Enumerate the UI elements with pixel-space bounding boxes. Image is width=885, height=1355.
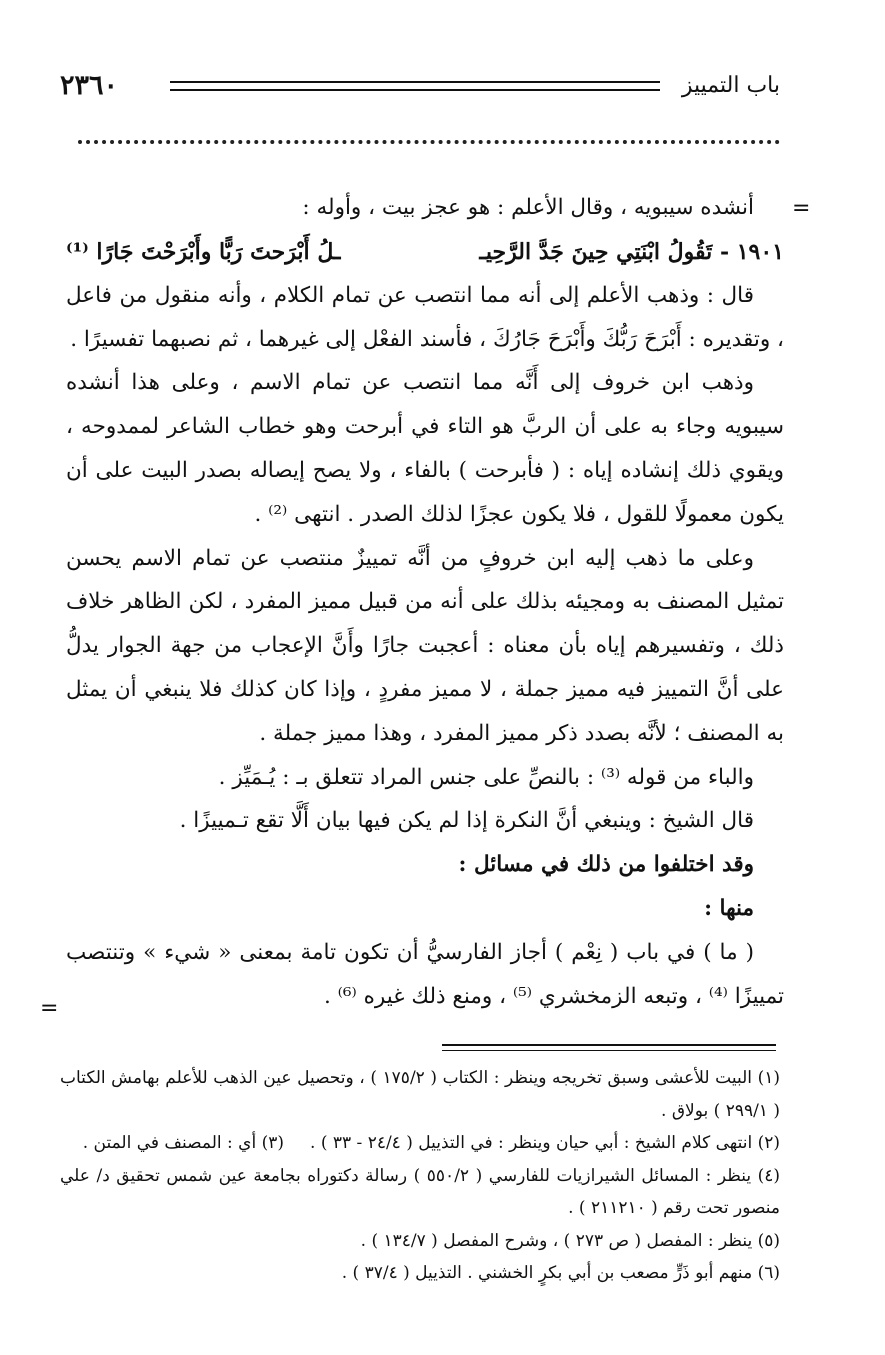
footnote: (١) البيت للأعشى وسبق تخريجه وينظر : الكتاب ( ١٧٥/٢ ) ، وتحصيل عين الذهب للأعلم بهامش الكتاب ( ٢٩٩/١ ) بولاق . — [60, 1068, 780, 1121]
paragraph: منها : — [704, 895, 754, 921]
footnote — [83, 1127, 284, 1160]
paragraph: ( ما ) في باب ( نِعْم ) أجاز الفارسيُّ أن تكون تامة بمعنى « شيء » وتنتصب تمييزًا ⁽⁴⁾ ، وتبعه الزمخشري ⁽⁵⁾ ، ومنع ذلك غيره ⁽⁶⁾ . — [66, 939, 784, 1009]
footnote: (٤) ينظر : المسائل الشيرازيات للفارسي ( ٥٥٠/٢ ) رسالة دكتوراه بجامعة عين شمس تحقيق د/ علي منصور تحت رقم ( ٢١١٢١٠ ) . — [60, 1165, 780, 1218]
footnote: (٥) ينظر : المفصل ( ص ٢٧٣ ) ، وشرح المفصل ( ١٣٤/٧ ) . — [360, 1230, 780, 1251]
paragraph: وقد اختلفوا من ذلك في مسائل : — [458, 852, 754, 878]
paragraph: قال الشيخ : وينبغي أنَّ النكرة إذا لم يكن فيها بيان أَلَّا تقع تـمييزًا . — [179, 808, 754, 834]
chapter-title: باب التمييز — [681, 73, 780, 98]
footnote-separator — [442, 1044, 776, 1051]
intro-line: أنشده سيبويه ، وقال الأعلم : هو عجز بيت ، وأوله : — [302, 195, 754, 220]
footnote-2: (٢) انتهى كلام الشيخ : أبي حيان وينظر : في التذييل ( ٢٤/٤ - ٣٣ ) . — [310, 1133, 780, 1153]
footnote-pair — [60, 1127, 780, 1160]
footnote: (٦) منهم أبو ذَرٍّ مصعب بن أبي بكرٍ الخشني . التذييل ( ٣٧/٤ ) . — [341, 1263, 780, 1283]
verse-second-hemistich: ـلُ أَبْرَحتَ رَبًّا وأَبْرَحْتَ جَارًا ⁽¹⁾ — [66, 238, 341, 265]
dotted-separator — [78, 140, 780, 144]
footnotes — [60, 1062, 780, 1290]
footnote — [310, 1127, 780, 1160]
paragraph: قال : وذهب الأعلم إلى أنه مما انتصب عن تمام الكلام ، وأنه منقول من فاعل ، وتقديره : أَبْرَحَ رَبُّكَ وأَبْرَحَ جَارُكَ ، فأسند الفعْل إلى غيرهما ، ثم نصبهما تفسيرًا . — [66, 282, 784, 352]
margin-continuation-mark: = — [40, 996, 59, 1021]
verse-first-hemistich: ١٩٠١ - تَقُولُ ابْنَتِي حِينَ جَدَّ الرَّحِيـ — [479, 238, 784, 265]
header-double-rule — [170, 81, 660, 91]
paragraph: وعلى ما ذهب إليه ابن خروفٍ من أنَّه تمييزٌ منتصب عن تمام الاسم يحسن تمثيل المصنف به ومجيئه بذلك على أنه من قبيل مميز المفرد ، لكن الظاهر خلاف ذلك ، وتفسيرهم إياه بأن معناه : أعجبت جارًا وأَنَّ الإعجاب من جهة الجوار يدلُّ على أنَّ التمييز فيه مميز جملة ، لا مميز مفردٍ ، وإذا كان كذلك فلا ينبغي أن يمثل به المصنف ؛ لأنَّه بصدد ذكر مميز المفرد ، وهذا مميز جملة . — [66, 545, 784, 746]
poetry-verse — [66, 230, 784, 274]
margin-continuation-mark: = — [792, 196, 811, 221]
paragraph: وذهب ابن خروف إلى أَنَّه مما انتصب عن تمام الاسم ، وعلى هذا أنشده سيبويه وجاء به على أن الربَّ هو التاء في أبرحت وهو خطاب الشاعر لممدوحه ، ويقوي ذلك إنشاده إياه : ( فأبرحت ) بالفاء ، ولا يصح إيصاله بصدر البيت على أن يكون معمولًا للقول ، فلا يكون عجزًا لذلك الصدر . انتهى ⁽²⁾ . — [66, 370, 784, 527]
footnote-3: (٣) أي : المصنف في المتن . — [82, 1133, 285, 1153]
page-number: ٢٣٦٠ — [60, 70, 119, 101]
main-text — [66, 186, 784, 1018]
paragraph: والباء من قوله ⁽³⁾ : بالنصِّ على جنس المراد تتعلق بـ : يُـمَيِّز . — [218, 764, 754, 790]
page-header — [60, 66, 780, 106]
